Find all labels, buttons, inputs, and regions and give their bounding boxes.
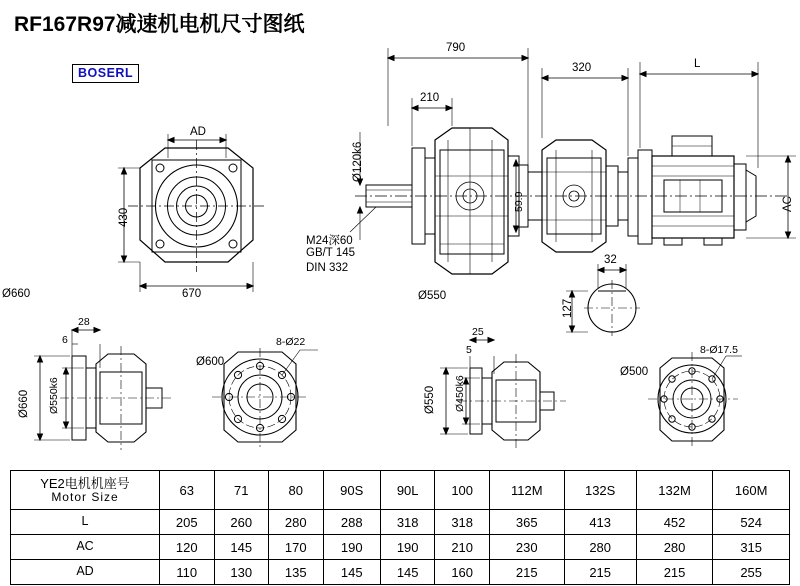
table-col-4: 90L (380, 471, 435, 510)
table-cell: 215 (489, 560, 564, 585)
table-cell: 280 (636, 535, 713, 560)
motor-size-table (10, 470, 790, 585)
dim-label-AC: AC (782, 196, 794, 212)
table-cell: 205 (160, 510, 215, 535)
table-cell: 130 (214, 560, 269, 585)
view-key-section (566, 264, 640, 336)
table-cell: 280 (564, 535, 636, 560)
dim-label-6: 6 (62, 334, 68, 346)
dim-label-ad: AD (190, 126, 206, 138)
dim-210 (412, 98, 452, 146)
table-row (11, 510, 790, 535)
dim-label-32: 32 (604, 254, 617, 266)
table-col-7: 132S (564, 471, 636, 510)
table-cell: 190 (323, 535, 380, 560)
dim-label-550k6: Ø550k6 (48, 377, 60, 414)
table-cell: 210 (435, 535, 490, 560)
dim-label-670: 670 (182, 288, 202, 300)
view-flange-600 (212, 348, 318, 448)
table-row (11, 535, 790, 560)
page-title: RF167R97减速机电机尺寸图纸 (14, 13, 305, 36)
dim-label-L: L (694, 58, 701, 70)
table-cell: 110 (160, 560, 215, 585)
table-cell: 288 (323, 510, 380, 535)
table-cell: 190 (380, 535, 435, 560)
dim-label-450k6: Ø450k6 (454, 375, 466, 412)
view-front-left (118, 134, 266, 292)
note-gbt145: GB/T 145 (306, 247, 356, 259)
table-cell: 524 (713, 510, 790, 535)
table-col-1: 71 (214, 471, 269, 510)
dim-label-59-9: 59.9 (513, 191, 525, 212)
dim-label-660-top: Ø660 (2, 288, 31, 300)
table-col-6: 112M (489, 471, 564, 510)
table-col-3: 90S (323, 471, 380, 510)
view-assembly-main (355, 128, 790, 274)
brand-logo: BOSERL (72, 64, 139, 83)
table-cell: 145 (380, 560, 435, 585)
table-cell: 145 (323, 560, 380, 585)
table-col-5: 100 (435, 471, 490, 510)
table-col-0: 63 (160, 471, 215, 510)
view-flange-500 (648, 352, 742, 448)
table-col-9: 160M (713, 471, 790, 510)
dim-320 (542, 68, 628, 156)
dim-label-210: 210 (420, 92, 440, 104)
dim-label-28: 28 (78, 316, 90, 328)
dim-label-5: 5 (466, 344, 472, 356)
dim-label-790: 790 (446, 42, 466, 54)
table-header-cell (11, 471, 160, 510)
table-cell: 318 (380, 510, 435, 535)
table-cell: 230 (489, 535, 564, 560)
table-cell: 280 (269, 510, 324, 535)
dim-label-8xD17-5: 8-Ø17.5 (700, 344, 738, 356)
table-cell: 120 (160, 535, 215, 560)
table-col-8: 132M (636, 471, 713, 510)
note-m24: M24深60 (306, 235, 353, 247)
table-header-en: Motor Size (51, 489, 119, 504)
dim-label-120k6: Ø120k6 (352, 141, 364, 182)
dim-label-500: Ø500 (620, 366, 649, 378)
dim-label-8xD22: 8-Ø22 (276, 336, 306, 348)
table-cell: 255 (713, 560, 790, 585)
dim-label-320: 320 (572, 62, 592, 74)
table-cell: 365 (489, 510, 564, 535)
dim-label-25: 25 (472, 326, 484, 338)
table-cell: 160 (435, 560, 490, 585)
table-cell: 260 (214, 510, 269, 535)
table-cell: 413 (564, 510, 636, 535)
note-din332: DIN 332 (306, 262, 349, 274)
dim-label-600: Ø600 (196, 356, 225, 368)
dim-label-660-left: Ø660 (18, 389, 30, 418)
dim-790 (388, 48, 528, 170)
row-label-AC: AC (11, 535, 160, 560)
row-label-L: L (11, 510, 160, 535)
table-row (11, 560, 790, 585)
table-cell: 318 (435, 510, 490, 535)
table-cell: 215 (564, 560, 636, 585)
row-label-AD: AD (11, 560, 160, 585)
table-cell: 315 (713, 535, 790, 560)
table-cell: 452 (636, 510, 713, 535)
table-cell: 215 (636, 560, 713, 585)
dim-label-550-left: Ø550 (424, 385, 436, 414)
dim-label-430: 430 (118, 207, 130, 227)
dim-label-550-top: Ø550 (418, 290, 447, 302)
table-row-header (11, 471, 790, 510)
table-cell: 135 (269, 560, 324, 585)
table-col-2: 80 (269, 471, 324, 510)
table-cell: 145 (214, 535, 269, 560)
dim-label-127: 127 (562, 298, 574, 318)
dim-L (640, 62, 758, 168)
table-cell: 170 (269, 535, 324, 560)
table-header-cn: YE2电机机座号 (40, 475, 130, 491)
